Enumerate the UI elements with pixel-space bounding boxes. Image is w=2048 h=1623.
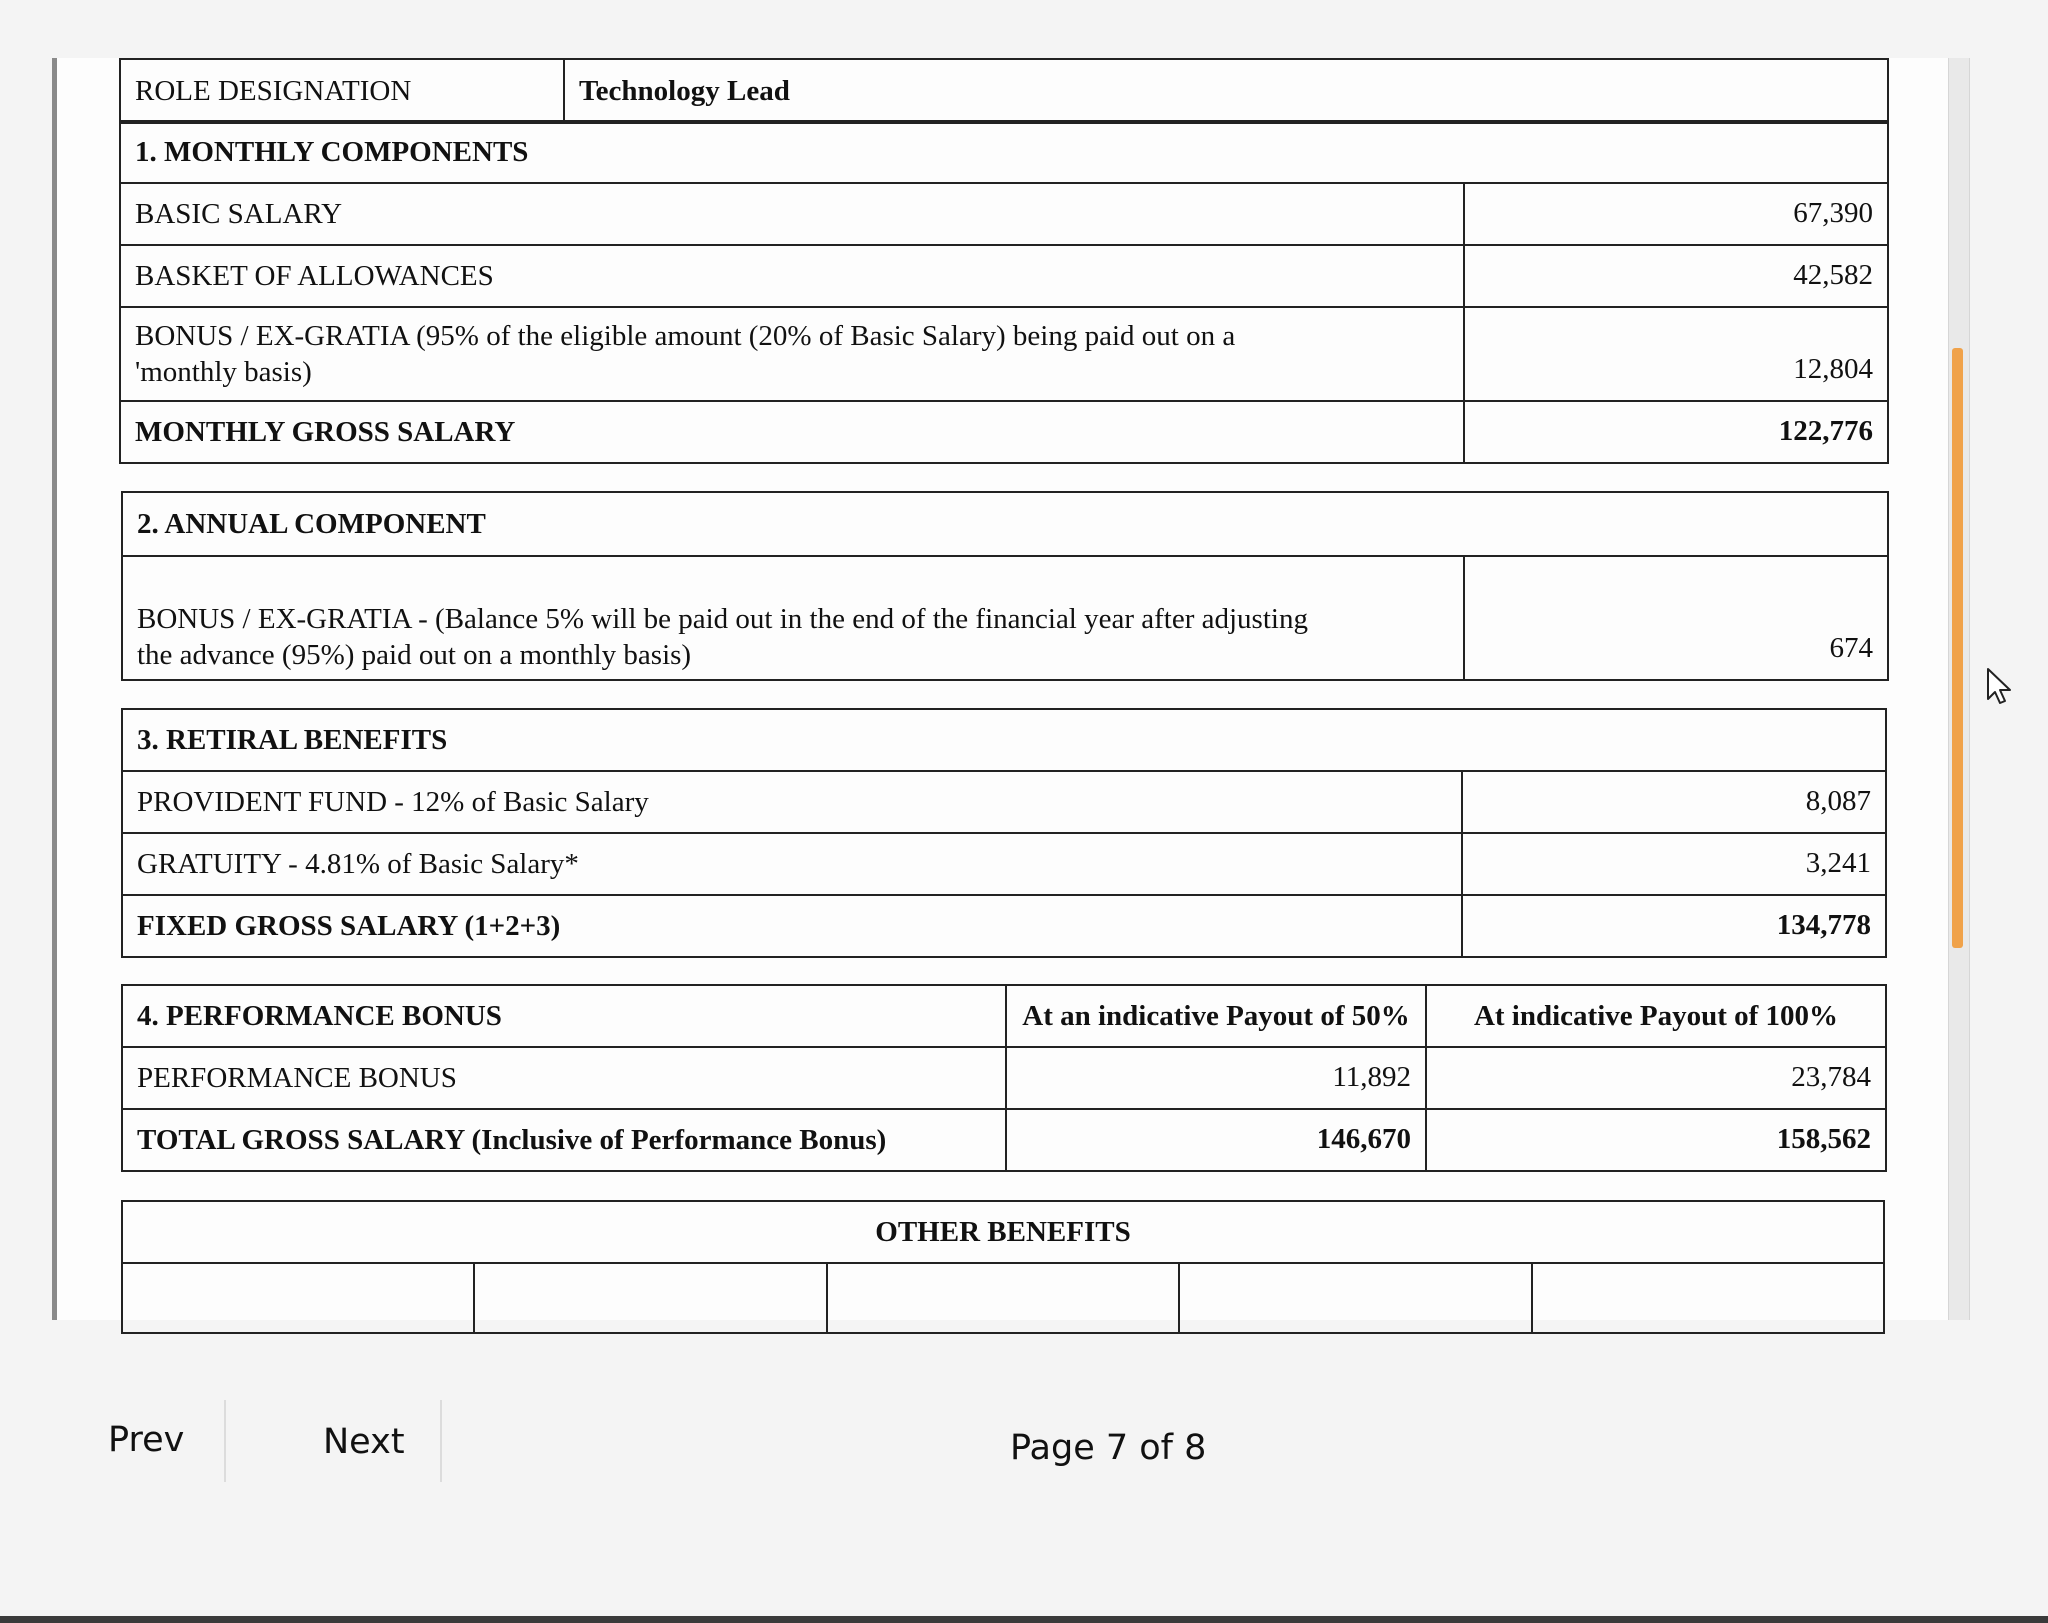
- performance-heading: 4. PERFORMANCE BONUS: [122, 985, 1006, 1047]
- total-gross-label: TOTAL GROSS SALARY (Inclusive of Performance Bonus): [122, 1109, 1006, 1171]
- table-cell: [1532, 1263, 1884, 1333]
- annual-component-table: [121, 491, 1889, 681]
- retiral-benefits-table: [121, 708, 1887, 958]
- bonus-annual-label-line2: the advance (95%) paid out on a monthly basis): [137, 639, 692, 671]
- next-button[interactable]: Next: [323, 1422, 405, 1462]
- bonus-monthly-value: 12,804: [1464, 307, 1888, 401]
- role-label: ROLE DESIGNATION: [120, 59, 564, 123]
- scrollbar-thumb[interactable]: [1952, 348, 1963, 948]
- page-indicator: Page 7 of 8: [1010, 1428, 1207, 1468]
- retiral-heading: 3. RETIRAL BENEFITS: [122, 709, 1886, 771]
- bottom-edge: [0, 1616, 2048, 1623]
- table-row: [122, 1047, 1886, 1109]
- performance-bonus-table: [121, 984, 1887, 1172]
- table-row: [122, 771, 1886, 833]
- mouse-pointer-icon: [1985, 666, 2015, 706]
- basic-salary-label: BASIC SALARY: [120, 183, 1464, 245]
- bonus-annual-value: 674: [1464, 556, 1888, 680]
- nav-divider: [224, 1400, 226, 1482]
- performance-bonus-label: PERFORMANCE BONUS: [122, 1047, 1006, 1109]
- monthly-gross-label: MONTHLY GROSS SALARY: [120, 401, 1464, 463]
- bonus-monthly-label-line1: BONUS / EX-GRATIA (95% of the eligible amount (20% of Basic Salary) being paid out on a: [135, 320, 1236, 352]
- table-cell: [827, 1263, 1179, 1333]
- prev-button[interactable]: Prev: [108, 1420, 185, 1460]
- table-row: [122, 895, 1886, 957]
- table-cell: [1179, 1263, 1531, 1333]
- other-benefits-heading: OTHER BENEFITS: [122, 1201, 1884, 1263]
- monthly-components-table: [119, 120, 1889, 464]
- provident-fund-label: PROVIDENT FUND - 12% of Basic Salary: [122, 771, 1462, 833]
- basic-salary-value: 67,390: [1464, 183, 1888, 245]
- table-row: [122, 1109, 1886, 1171]
- monthly-heading: 1. MONTHLY COMPONENTS: [120, 121, 1888, 183]
- performance-bonus-50-value: 11,892: [1006, 1047, 1426, 1109]
- table-row: [122, 833, 1886, 895]
- table-cell: [122, 1263, 474, 1333]
- payout-100-header: At indicative Payout of 100%: [1426, 985, 1886, 1047]
- annual-heading: 2. ANNUAL COMPONENT: [122, 492, 1888, 556]
- bonus-annual-label-line1: BONUS / EX-GRATIA - (Balance 5% will be paid out in the end of the financial year after adjusting: [137, 603, 1308, 635]
- bonus-annual-label: [122, 556, 1464, 680]
- table-row: [120, 245, 1888, 307]
- allowances-value: 42,582: [1464, 245, 1888, 307]
- table-row: [120, 401, 1888, 463]
- gratuity-label: GRATUITY - 4.81% of Basic Salary*: [122, 833, 1462, 895]
- role-table: [119, 58, 1889, 124]
- allowances-label: BASKET OF ALLOWANCES: [120, 245, 1464, 307]
- monthly-gross-value: 122,776: [1464, 401, 1888, 463]
- fixed-gross-label: FIXED GROSS SALARY (1+2+3): [122, 895, 1462, 957]
- table-row: [120, 183, 1888, 245]
- other-benefits-table: [121, 1200, 1885, 1334]
- scrollbar[interactable]: [1948, 58, 1970, 1320]
- table-cell: [474, 1263, 826, 1333]
- bonus-monthly-label-line2: 'monthly basis): [135, 356, 312, 388]
- payout-50-header: At an indicative Payout of 50%: [1006, 985, 1426, 1047]
- provident-fund-value: 8,087: [1462, 771, 1886, 833]
- table-row: [120, 307, 1888, 401]
- total-gross-100-value: 158,562: [1426, 1109, 1886, 1171]
- total-gross-50-value: 146,670: [1006, 1109, 1426, 1171]
- gratuity-value: 3,241: [1462, 833, 1886, 895]
- table-row: [122, 556, 1888, 680]
- performance-bonus-100-value: 23,784: [1426, 1047, 1886, 1109]
- nav-divider: [440, 1400, 442, 1482]
- document-page: [52, 58, 1961, 1320]
- fixed-gross-value: 134,778: [1462, 895, 1886, 957]
- role-value: Technology Lead: [564, 59, 1888, 123]
- bonus-monthly-label: [120, 307, 1464, 401]
